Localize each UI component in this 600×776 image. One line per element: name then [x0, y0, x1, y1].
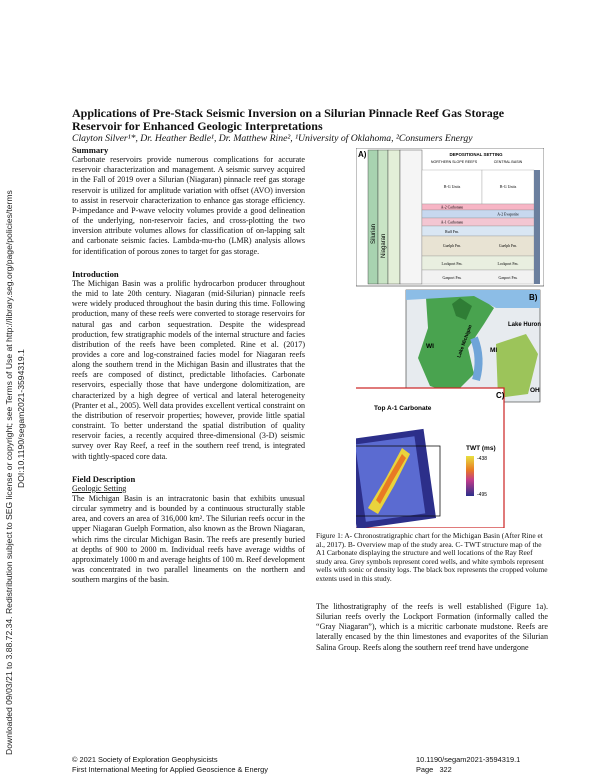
unit-ruff: Ruff Fm. [445, 230, 459, 234]
map-label-mi: MI [490, 347, 498, 354]
system-label: Silurian [371, 223, 377, 244]
unit-bg-north: B-G Units [443, 184, 461, 189]
map-label-oh: OH [530, 387, 540, 394]
footer-left [72, 755, 268, 775]
page-number: 322 [439, 765, 452, 774]
download-notice-line: Downloaded 09/03/21 to 3.88.72.34. Redistribution subject to SEG license or copyright; see Terms of Use at http://library.seg.org/page/policies/terms [4, 190, 14, 755]
figure-caption: Figure 1: A- Chronostratigraphic chart for the Michigan Basin (After Rine et al., 2017). B- Overview map of the study area. C- TWT structure map of the A1 Carbonate displaying the structure and well locations of the Ray Reef study area. Grey symbols represent cored wells, and white symbols represent wells with sonic or density logs. The black box represents the cropped volume extents used in this study. [316, 531, 548, 583]
panel-c-label: C) [496, 391, 505, 400]
copyright-line: © 2021 Society of Exploration Geophysicists [72, 755, 218, 764]
unit-a2-carbonate: A-2 Carbonate [440, 205, 464, 210]
unit-lockport-central: Lockport Fm. [497, 262, 519, 266]
right-paragraph: The lithostratigraphy of the reefs is well established (Figure 1a). Silurian reefs overly the Lockport Formation (informally called the “Gray Niagaran”), which is a micritic carbonate mudstone. Reefs are laterally encased by the thin limestones and evaporites of the Silurian Salina Group. Reefs along the southern reef trend have undergone [316, 602, 548, 652]
unit-a1-carbonate: A-1 Carbonate [440, 220, 464, 225]
map-label-lake-huron: Lake Huron [508, 322, 542, 328]
twt-colorbar [466, 456, 474, 496]
panel-b-label: B) [529, 293, 538, 302]
paper-title: Applications of Pre-Stack Seismic Inversion on a Silurian Pinnacle Reef Gas Storage Reservoir for Enhanced Geologic Interpretations [72, 106, 505, 133]
field-text: The Michigan Basin is an intracratonic basin that exhibits unusual circular symmetry and is bounded by a continuous structurally stable area, and covers an area of 316,000 km². The Silurian reefs occur in the upper Niagaran Guelph Formation, also known as the Brown Niagaran, which rims the circular Michigan Basin. The reefs are presently buried at depths of 900 to 2000 m. Individual reefs have average widths of approximately 1000 m and average heights of 100 m. Reef development was concentrated in two parallel lineaments on the northern and southern margins of the basin. [72, 494, 305, 585]
unit-a2-evaporite: A-2 Evaporite [497, 212, 519, 217]
right-column-text [316, 602, 548, 653]
map-label-lake-michigan: Lake Michigan [456, 324, 474, 359]
footer-doi: 10.1190/segam2021-3594319.1 [416, 755, 521, 764]
footer-right [416, 755, 520, 775]
depositional-setting-header: DEPOSITIONAL SETTING [449, 152, 503, 157]
meeting-line: First International Meeting for Applied Geoscience & Energy [72, 765, 268, 774]
introduction-text: The Michigan Basin was a prolific hydrocarbon producer throughout the mid to late 20th century. Niagaran (mid-Silurian) pinnacle reefs were widely produced throughout the basin during this time. Following production, many of these reefs were converted to storage reservoirs for natural gas and carbon sequestration. Despite the widespread production, few stratigraphic models of the internal structure and facies distribution of the reefs have been completed. Rine et al. (2017) provides a core and log-constrained facies model for Niagaran reefs along the southern trend in the Michigan Basin and illustrates that the reefs are composed of distinct, predictable lithofacies. Carbonate reservoirs, especially those that have undergone dolomitization, are characterized by a high degree of vertical and lateral heterogeneity (Pranter et al., 2005). Well data provides excellent vertical constraint on the distribution of reservoir properties; however, provide little spatial constraint. To better understand the spatial distribution of quality reservoir facies, a recently acquired three-dimensional (3-D) seismic survey over Ray Reef, a reef in the southern reef trend, is integrated with tightly-spaced core data. [72, 278, 305, 461]
unit-bg-central: B-G Units [499, 184, 517, 189]
field-heading: Field Description [72, 473, 136, 484]
northern-slope-header: NORTHERN SLOPE REEFS [430, 160, 478, 164]
summary-text: Carbonate reservoirs provide numerous complications for accurate reservoir characterization and management. A seismic survey acquired in the Fall of 2019 over a Silurian (Niagaran) pinnacle reef gas storage reservoir is utilized for amplitude variation with offset (AVO) inversion to assist in reservoir characterization to enhance gas storage efficiency. P-impedance and P-wave velocity volumes provide a good delineation of the underlying, non-reservoir facies, and cross-plotting the two inversion attribute volumes allows for classification of on-lapping salt and carbonate seismic facies. Lambda-mu-rho (LMR) analysis allows for identification of porous zones to target for gas storage. [72, 155, 305, 256]
paper-authors: Clayton Silver¹*, Dr. Heather Bedle¹, Dr. Matthew Rine², ¹University of Oklahoma, ²Consumers Energy [72, 133, 473, 144]
unit-guelph-north: Guelph Fm. [442, 244, 462, 248]
formation-column [400, 150, 422, 284]
geologic-setting-subheading: Geologic Setting [72, 483, 127, 493]
structure-map-title: Top A-1 Carbonate [374, 405, 432, 412]
twt-min-label: -495 [477, 492, 488, 498]
unit-lockport-north: Lockport Fm. [441, 262, 463, 266]
unit-guelph-central: Guelph Fm. [498, 244, 518, 248]
twt-max-label: -438 [477, 456, 488, 462]
unit-gasport-north: Gasport Fm. [442, 276, 462, 280]
figure-1 [356, 148, 544, 528]
series-label: Niagaran [381, 233, 387, 258]
map-label-wi: WI [426, 343, 434, 350]
chart-side-bar [534, 170, 540, 284]
doi-notice-line: DOI:10.1190/segam2021-3594319.1 [16, 349, 26, 488]
left-column [72, 145, 305, 585]
panel-a-label: A) [358, 150, 367, 159]
system-column [368, 150, 378, 284]
twt-label: TWT (ms) [466, 445, 496, 452]
page-label: Page [416, 765, 434, 774]
introduction-heading: Introduction [72, 268, 119, 279]
series-column [378, 150, 388, 284]
stage-column [388, 150, 400, 284]
summary-heading: Summary [72, 145, 109, 155]
central-basin-header: CENTRAL BASIN [493, 160, 523, 164]
download-notice [2, 20, 34, 755]
unit-cells [422, 170, 534, 284]
unit-gasport-central: Gasport Fm. [498, 276, 518, 280]
